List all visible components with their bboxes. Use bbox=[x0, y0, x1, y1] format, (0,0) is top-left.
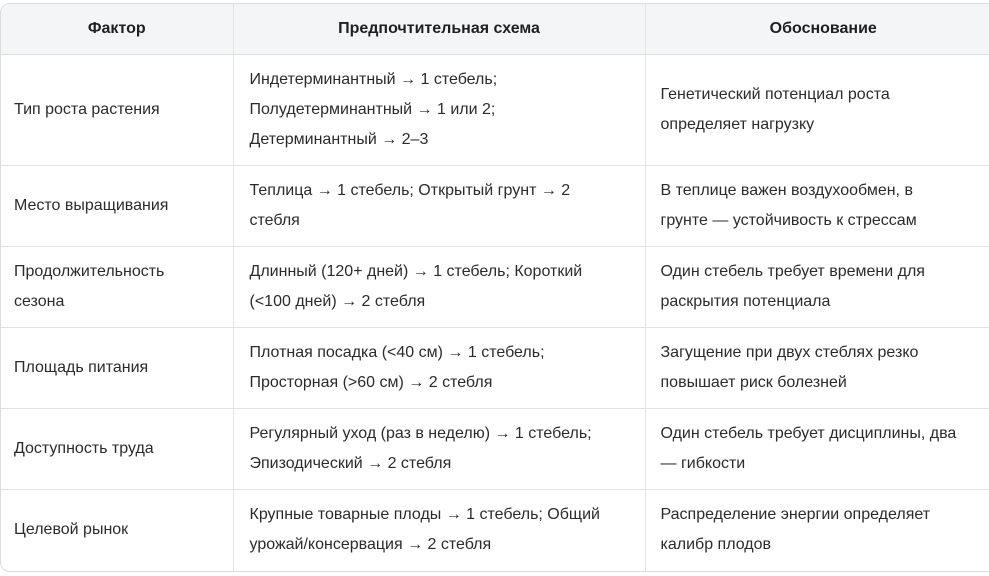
comparison-table bbox=[1, 4, 989, 571]
scheme-line: Плотная посадка (<40 см) → 1 стебель; bbox=[249, 344, 545, 361]
factor-line: Продолжительность bbox=[14, 263, 165, 280]
reason-cell bbox=[645, 247, 989, 328]
reason-cell bbox=[645, 166, 989, 247]
table-body bbox=[1, 55, 989, 571]
header-rationale: Обоснование bbox=[645, 4, 989, 55]
table-row bbox=[1, 409, 989, 490]
scheme-cell bbox=[233, 55, 645, 166]
scheme-cell bbox=[233, 490, 645, 571]
table-row bbox=[1, 328, 989, 409]
scheme-line: урожай/консервация → 2 стебля bbox=[249, 536, 492, 554]
factor-cell bbox=[1, 55, 233, 166]
reason-line: Один стебель требует дисциплины, два bbox=[660, 425, 957, 442]
scheme-line: Индетерминантный → 1 стебель; bbox=[249, 71, 498, 88]
header-row bbox=[1, 4, 989, 55]
factor-cell bbox=[1, 328, 233, 409]
reason-line: грунте — устойчивость к стрессам bbox=[660, 212, 917, 229]
reason-line: калибр плодов bbox=[660, 536, 771, 554]
table-row bbox=[1, 247, 989, 328]
reason-line: раскрытия потенциала bbox=[660, 293, 831, 310]
scheme-line: Просторная (>60 см) → 2 стебля bbox=[249, 374, 493, 391]
scheme-line: Крупные товарные плоды → 1 стебель; Общий bbox=[249, 506, 600, 524]
factor-text: Целевой рынок bbox=[14, 521, 129, 539]
scheme-line: Детерминантный → 2–3 bbox=[249, 131, 429, 148]
table-row bbox=[1, 490, 989, 571]
reason-cell bbox=[645, 55, 989, 166]
reason-line: В теплице важен воздухообмен, в bbox=[660, 182, 913, 199]
factor-text: Тип роста растения bbox=[14, 101, 160, 118]
scheme-cell bbox=[233, 328, 645, 409]
factor-line: сезона bbox=[14, 293, 65, 310]
reason-cell bbox=[645, 409, 989, 490]
header-factor: Фактор bbox=[1, 4, 233, 55]
factor-text: Место выращивания bbox=[14, 197, 169, 214]
reason-cell bbox=[645, 490, 989, 571]
reason-line: Генетический потенциал роста bbox=[660, 86, 890, 103]
comparison-table-container bbox=[0, 3, 989, 572]
scheme-line: Теплица → 1 стебель; Открытый грунт → 2 bbox=[249, 182, 571, 199]
header-preferred-scheme: Предпочтительная схема bbox=[233, 4, 645, 55]
reason-line: Распределение энергии определяет bbox=[660, 506, 931, 524]
factor-text: Доступность труда bbox=[14, 440, 154, 457]
reason-line: Один стебель требует времени для bbox=[660, 263, 925, 280]
factor-cell bbox=[1, 409, 233, 490]
scheme-line: Длинный (120+ дней) → 1 стебель; Короткий bbox=[249, 263, 583, 280]
reason-line: — гибкости bbox=[660, 455, 746, 472]
scheme-cell bbox=[233, 166, 645, 247]
scheme-line: Эпизодический → 2 стебля bbox=[249, 455, 452, 472]
factor-cell bbox=[1, 490, 233, 571]
reason-line: Загущение при двух стеблях резко bbox=[660, 344, 919, 361]
scheme-line: Регулярный уход (раз в неделю) → 1 стебель; bbox=[249, 425, 592, 442]
factor-text: Площадь питания bbox=[14, 359, 149, 376]
reason-cell bbox=[645, 328, 989, 409]
factor-cell bbox=[1, 166, 233, 247]
scheme-cell bbox=[233, 247, 645, 328]
reason-line: определяет нагрузку bbox=[660, 116, 815, 133]
table-row bbox=[1, 166, 989, 247]
scheme-cell bbox=[233, 409, 645, 490]
scheme-line: (<100 дней) → 2 стебля bbox=[249, 293, 426, 310]
reason-line: повышает риск болезней bbox=[660, 374, 847, 391]
table-row bbox=[1, 55, 989, 166]
factor-cell bbox=[1, 247, 233, 328]
scheme-line: Полудетерминантный → 1 или 2; bbox=[249, 101, 496, 118]
table-header bbox=[1, 4, 989, 55]
scheme-line: стебля bbox=[249, 212, 300, 229]
